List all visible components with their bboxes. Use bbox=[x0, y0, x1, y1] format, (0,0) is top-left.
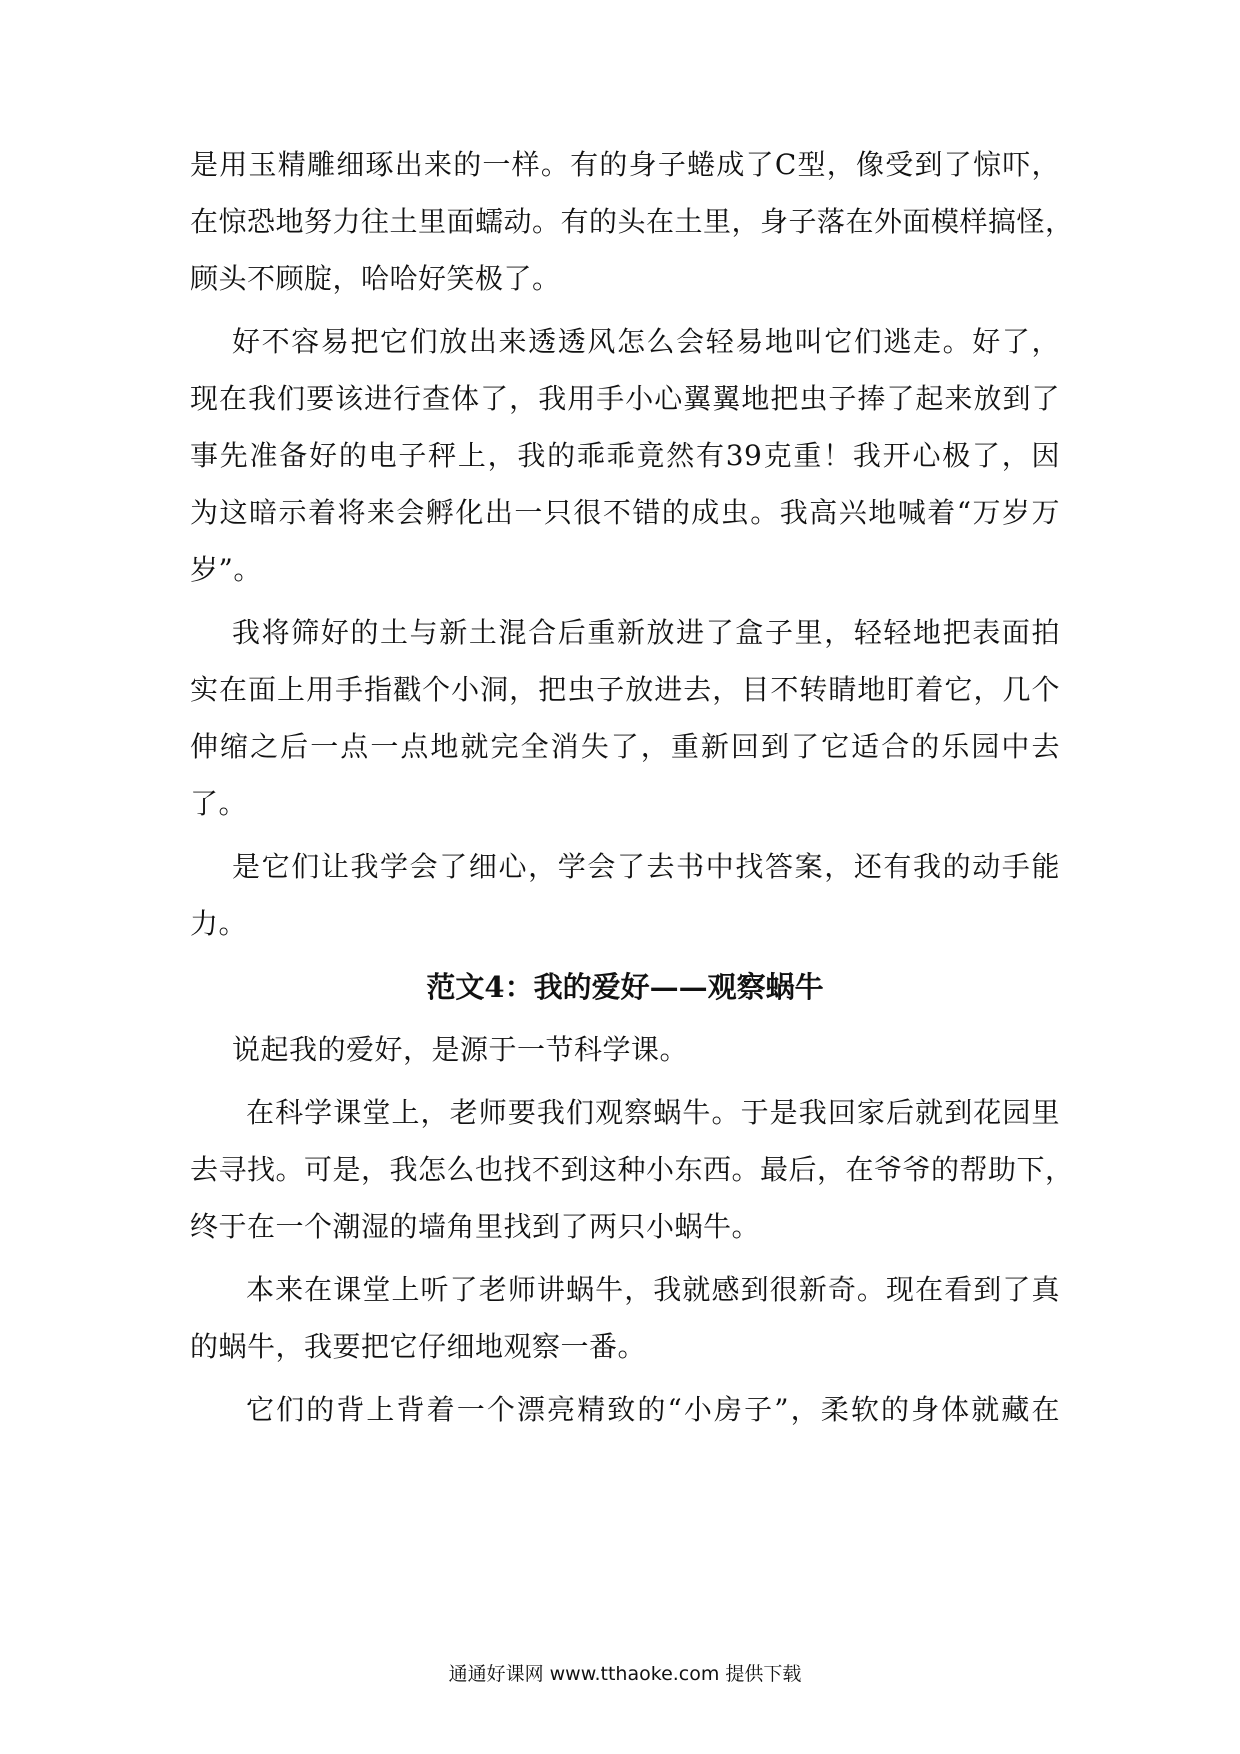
text-line: 它们的背上背着一个漂亮精致的“小房子”，柔软的身体就藏在 bbox=[246, 1393, 1060, 1426]
text-line: 是它们让我学会了细心，学会了去书中找答案，还有我的动手能 bbox=[232, 850, 1060, 883]
text-line: 为这暗示着将来会孵化出一只很不错的成虫。我高兴地喊着“万岁万 bbox=[190, 496, 1060, 529]
text-line: 在科学课堂上，老师要我们观察蜗牛。于是我回家后就到花园里 bbox=[246, 1096, 1060, 1129]
text-line: 力。 bbox=[190, 907, 248, 940]
text-line: 说起我的爱好，是源于一节科学课。 bbox=[232, 1033, 689, 1066]
text-line: 本来在课堂上听了老师讲蜗牛，我就感到很新奇。现在看到了真 bbox=[246, 1273, 1060, 1306]
text-line: 了。 bbox=[190, 787, 248, 820]
text-line: 现在我们要该进行查体了，我用手小心翼翼地把虫子捧了起来放到了 bbox=[190, 382, 1060, 415]
section-heading: 范文4：我的爱好——观察蜗牛 bbox=[426, 970, 824, 1004]
text-line: 好不容易把它们放出来透透风怎么会轻易地叫它们逃走。好了， bbox=[232, 325, 1060, 358]
text-line: 是用玉精雕细琢出来的一样。有的身子蜷成了C型，像受到了惊吓， bbox=[190, 148, 1060, 181]
text-line: 岁”。 bbox=[190, 553, 262, 586]
text-line: 去寻找。可是，我怎么也找不到这种小东西。最后，在爷爷的帮助下， bbox=[190, 1153, 1074, 1186]
text-line: 事先准备好的电子秤上，我的乖乖竟然有39克重！我开心极了，因 bbox=[190, 439, 1060, 472]
text-line: 在惊恐地努力往土里面蠕动。有的头在土里，身子落在外面模样搞怪， bbox=[190, 205, 1074, 238]
text-line: 伸缩之后一点一点地就完全消失了，重新回到了它适合的乐园中去 bbox=[190, 730, 1060, 763]
text-line: 顾头不顾腚，哈哈好笑极了。 bbox=[190, 262, 561, 295]
text-line: 实在面上用手指戳个小洞，把虫子放进去，目不转睛地盯着它，几个 bbox=[190, 673, 1060, 706]
page-footer: 通通好课网 www.tthaoke.com 提供下载 bbox=[448, 1663, 802, 1685]
text-line: 的蜗牛，我要把它仔细地观察一番。 bbox=[190, 1330, 647, 1363]
text-line: 我将筛好的土与新土混合后重新放进了盒子里，轻轻地把表面拍 bbox=[232, 616, 1060, 649]
text-line: 终于在一个潮湿的墙角里找到了两只小蜗牛。 bbox=[190, 1210, 761, 1243]
